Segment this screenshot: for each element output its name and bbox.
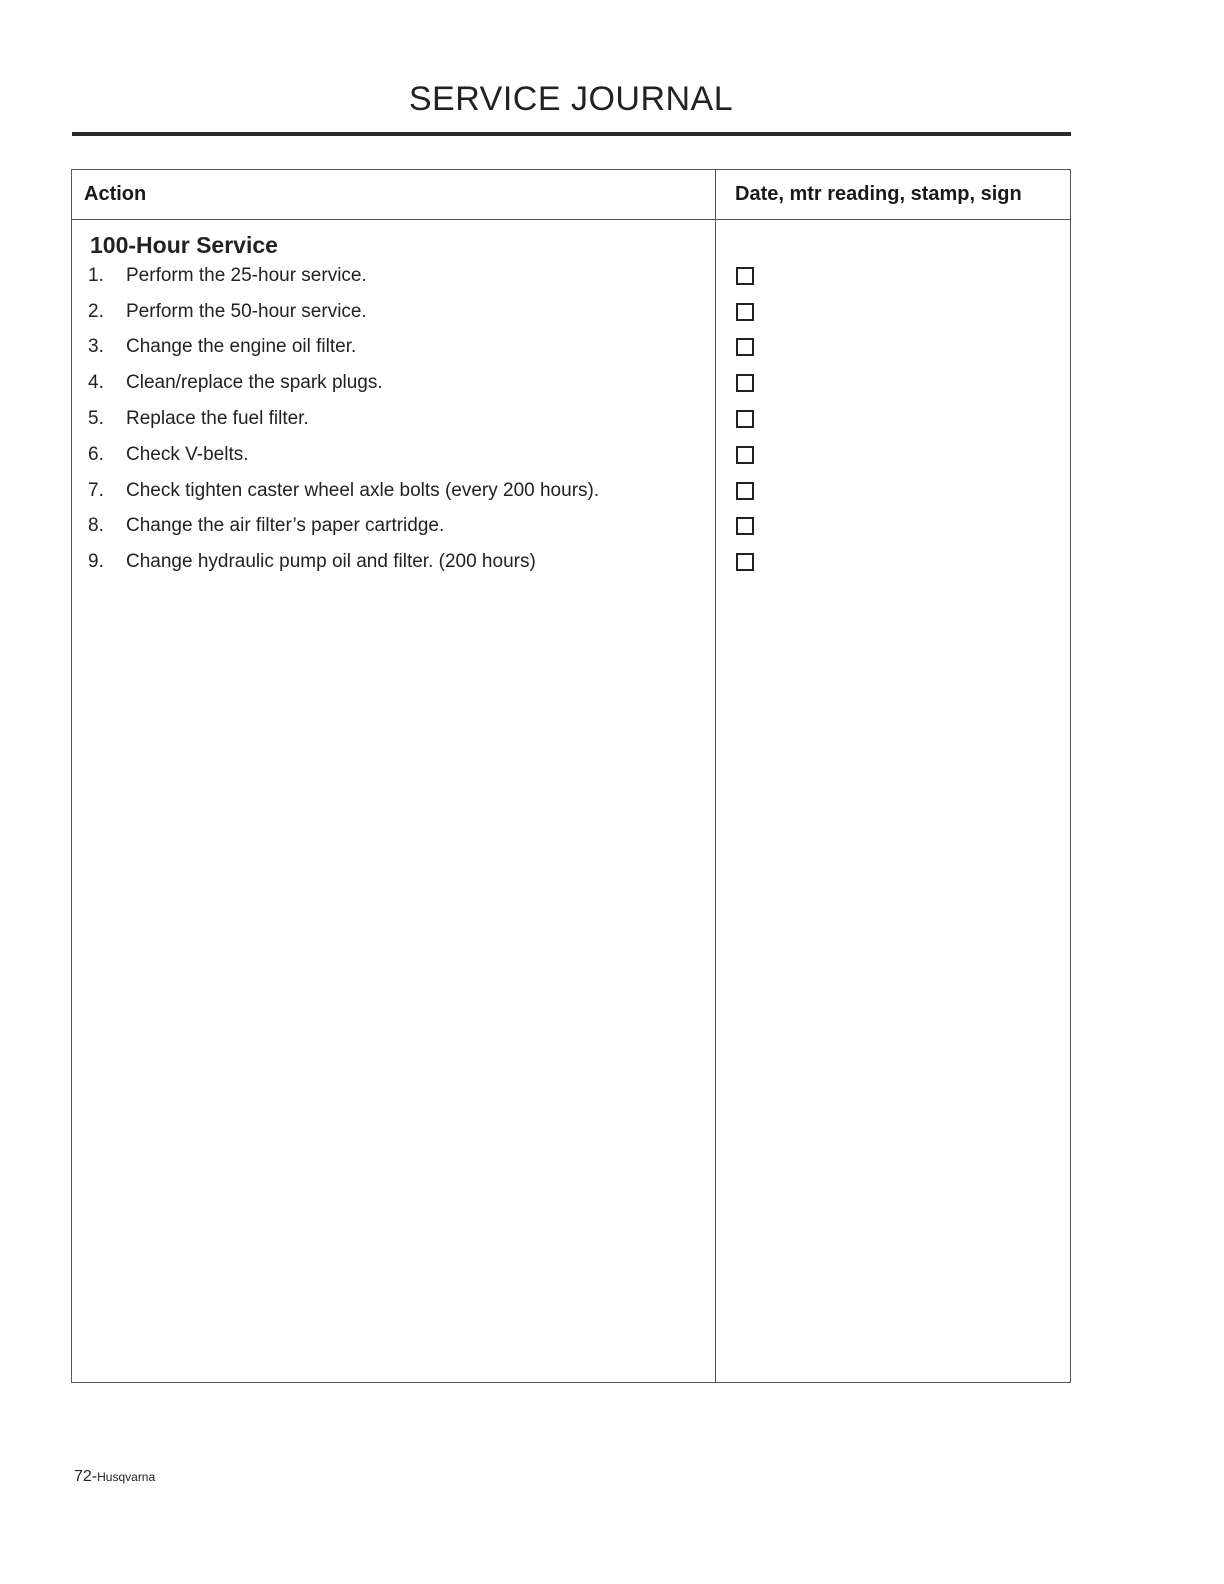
task-number: 3. (88, 336, 104, 358)
page-title: SERVICE JOURNAL (408, 80, 734, 118)
section-heading: 100-Hour Service (90, 232, 278, 258)
checkbox-row (736, 473, 754, 509)
task-item (88, 473, 599, 509)
task-checkbox[interactable] (736, 410, 754, 428)
task-checkbox[interactable] (736, 446, 754, 464)
checkbox-row (736, 437, 754, 473)
service-journal-table (71, 169, 1071, 1383)
task-text: Change the engine oil filter. (126, 336, 357, 358)
checkbox-row (736, 258, 754, 294)
task-checkbox[interactable] (736, 303, 754, 321)
task-checkbox[interactable] (736, 517, 754, 535)
footer-brand: Husqvarna (97, 1470, 156, 1484)
checkbox-row (736, 330, 754, 366)
task-item (88, 437, 599, 473)
checkbox-row (736, 544, 754, 580)
task-item (88, 401, 599, 437)
task-item (88, 258, 599, 294)
date-column-header: Date, mtr reading, stamp, sign (735, 183, 1022, 205)
task-checkbox[interactable] (736, 267, 754, 285)
task-checkbox[interactable] (736, 338, 754, 356)
page-number: 72- (74, 1468, 98, 1485)
task-number: 2. (88, 300, 104, 322)
checkbox-row (736, 509, 754, 545)
task-checkbox[interactable] (736, 374, 754, 392)
page-footer (74, 1468, 155, 1486)
task-item (88, 330, 599, 366)
task-number: 4. (88, 372, 104, 394)
task-text: Clean/replace the spark plugs. (126, 372, 383, 394)
action-column-header: Action (84, 183, 147, 205)
task-text: Change the air filter’s paper cartridge. (126, 515, 445, 537)
task-text: Perform the 50-hour service. (126, 300, 367, 322)
task-item (88, 544, 599, 580)
checkbox-row (736, 294, 754, 330)
task-list (88, 258, 599, 580)
header-divider (72, 219, 1070, 220)
task-number: 9. (88, 551, 104, 573)
title-rule (72, 132, 1071, 136)
task-item (88, 509, 599, 545)
task-checkbox[interactable] (736, 482, 754, 500)
task-number: 5. (88, 408, 104, 430)
checkbox-column (736, 258, 754, 580)
checkbox-row (736, 401, 754, 437)
task-text: Change hydraulic pump oil and filter. (200 hours) (126, 551, 536, 573)
column-divider (715, 170, 716, 1382)
task-text: Check tighten caster wheel axle bolts (every 200 hours). (126, 479, 600, 501)
task-number: 8. (88, 515, 104, 537)
task-text: Check V-belts. (126, 443, 249, 465)
task-checkbox[interactable] (736, 553, 754, 571)
task-number: 7. (88, 479, 104, 501)
task-number: 6. (88, 443, 104, 465)
task-number: 1. (88, 264, 104, 286)
task-item (88, 294, 599, 330)
task-text: Replace the fuel filter. (126, 408, 309, 430)
checkbox-row (736, 365, 754, 401)
task-text: Perform the 25-hour service. (126, 264, 367, 286)
task-item (88, 365, 599, 401)
